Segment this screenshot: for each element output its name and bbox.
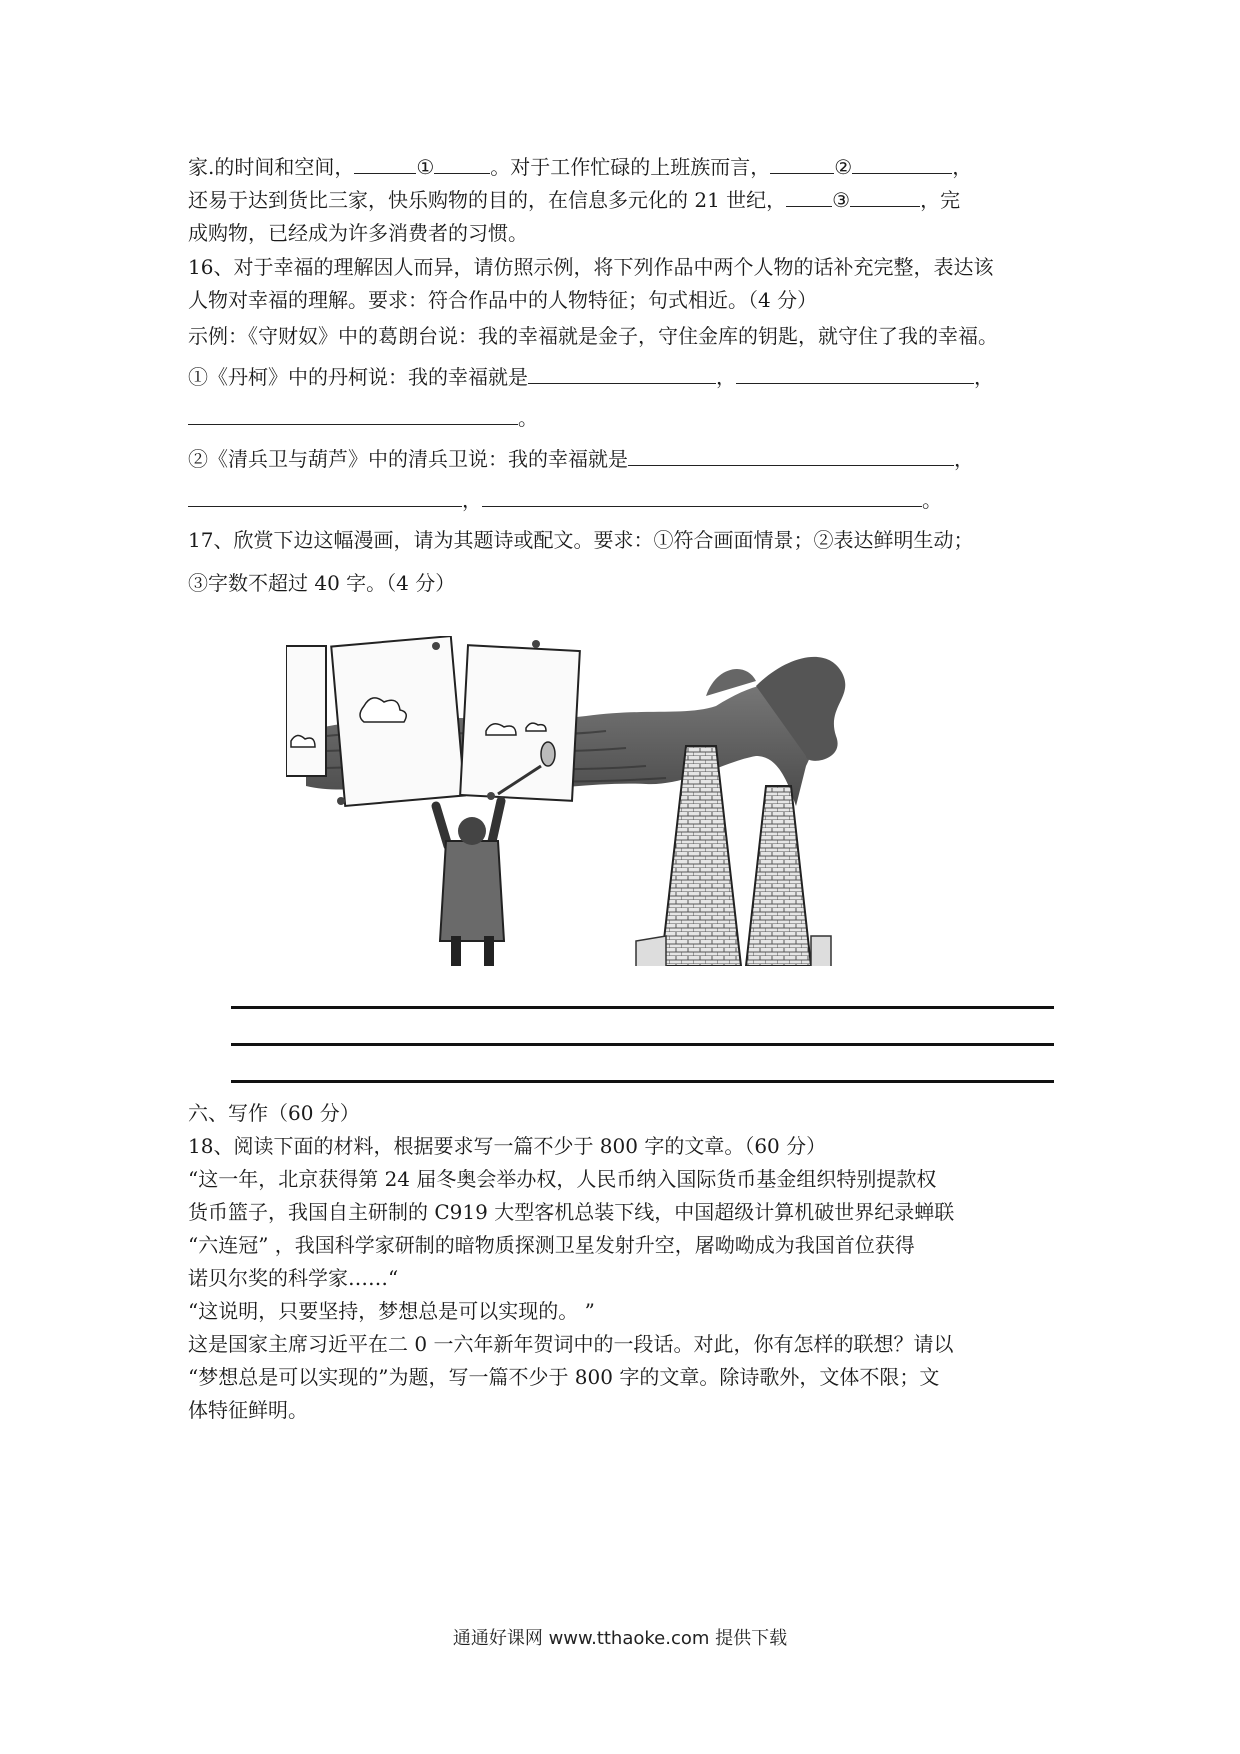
- footer-source: 通通好课网 www.tthaoke.com 提供下载: [452, 1628, 788, 1649]
- q18-material-line2: 货币篮子，我国自主研制的 C919 大型客机总装下线，中国超级计算机破世界纪录蝉联: [188, 1200, 955, 1224]
- q16-example: 示例：《守财奴》中的葛朗台说：我的幸福就是金子，守住金库的钥匙，就守住了我的幸福。: [188, 324, 998, 348]
- answer-line-1[interactable]: [231, 1006, 1054, 1009]
- q18-material-line4: 诺贝尔奖的科学家……“: [188, 1266, 399, 1290]
- q16-item2: ②《清兵卫与葫芦》中的清兵卫说：我的幸福就是 ，: [188, 443, 1058, 476]
- section-6-title: 六、写作（60 分）: [188, 1101, 360, 1125]
- q16-item1-continued: 。: [188, 402, 1058, 435]
- q16-item2-blank-b[interactable]: [188, 484, 462, 507]
- q17-prompt-line2: ③字数不超过 40 字。（4 分）: [188, 571, 456, 595]
- q18-material-line5: “这说明，只要坚持，梦想总是可以实现的。 ”: [188, 1299, 595, 1323]
- q18-requirement-line2: “梦想总是可以实现的”为题，写一篇不少于 800 字的文章。除诗歌外，文体不限；文: [188, 1365, 940, 1389]
- q16-prompt-line1: 16、对于幸福的理解因人而异，请仿照示例，将下列作品中两个人物的话补充完整，表达该: [188, 255, 994, 279]
- q18-requirement-line1: 这是国家主席习近平在二 0 一六年新年贺词中的一段话。对此，你有怎样的联想？请以: [188, 1332, 954, 1356]
- q16-item1: ①《丹柯》中的丹柯说：我的幸福就是 ， ，: [188, 361, 1058, 394]
- q18-material-line3: “六连冠” ，我国科学家研制的暗物质探测卫星发射升空，屠呦呦成为我国首位获得: [188, 1233, 915, 1257]
- q16-item2-blank-a[interactable]: [628, 443, 954, 466]
- answer-line-3[interactable]: [231, 1080, 1054, 1083]
- q16-item2-blank-c[interactable]: [482, 484, 922, 507]
- factory-smoke-cartoon-icon: [286, 636, 906, 966]
- q16-item2-continued: ， 。: [188, 484, 1058, 517]
- q15-line1: 家.的时间和空间， ① 。对于工作忙碌的上班族而言， ② ，: [188, 151, 1058, 184]
- q18-material-line1: “这一年，北京获得第 24 届冬奥会举办权，人民币纳入国际货币基金组织特别提款权: [188, 1167, 937, 1191]
- q16-item1-blank-c[interactable]: [188, 402, 518, 425]
- q18-requirement-line3: 体特征鲜明。: [188, 1398, 308, 1422]
- q18-prompt: 18、阅读下面的材料，根据要求写一篇不少于 800 字的文章。（60 分）: [188, 1134, 827, 1158]
- q16-prompt-line2: 人物对幸福的理解。要求：符合作品中的人物特征；句式相近。（4 分）: [188, 288, 818, 312]
- q15-line2: 还易于达到货比三家，快乐购物的目的，在信息多元化的 21 世纪， ③ ，完: [188, 184, 1058, 217]
- q16-item1-blank-a[interactable]: [528, 361, 716, 384]
- answer-line-2[interactable]: [231, 1043, 1054, 1046]
- q17-prompt-line1: 17、欣赏下边这幅漫画，请为其题诗或配文。要求：①符合画面情景；②表达鲜明生动；: [188, 528, 974, 552]
- q16-item1-blank-b[interactable]: [736, 361, 974, 384]
- q15-line3: 成购物，已经成为许多消费者的习惯。: [188, 221, 528, 245]
